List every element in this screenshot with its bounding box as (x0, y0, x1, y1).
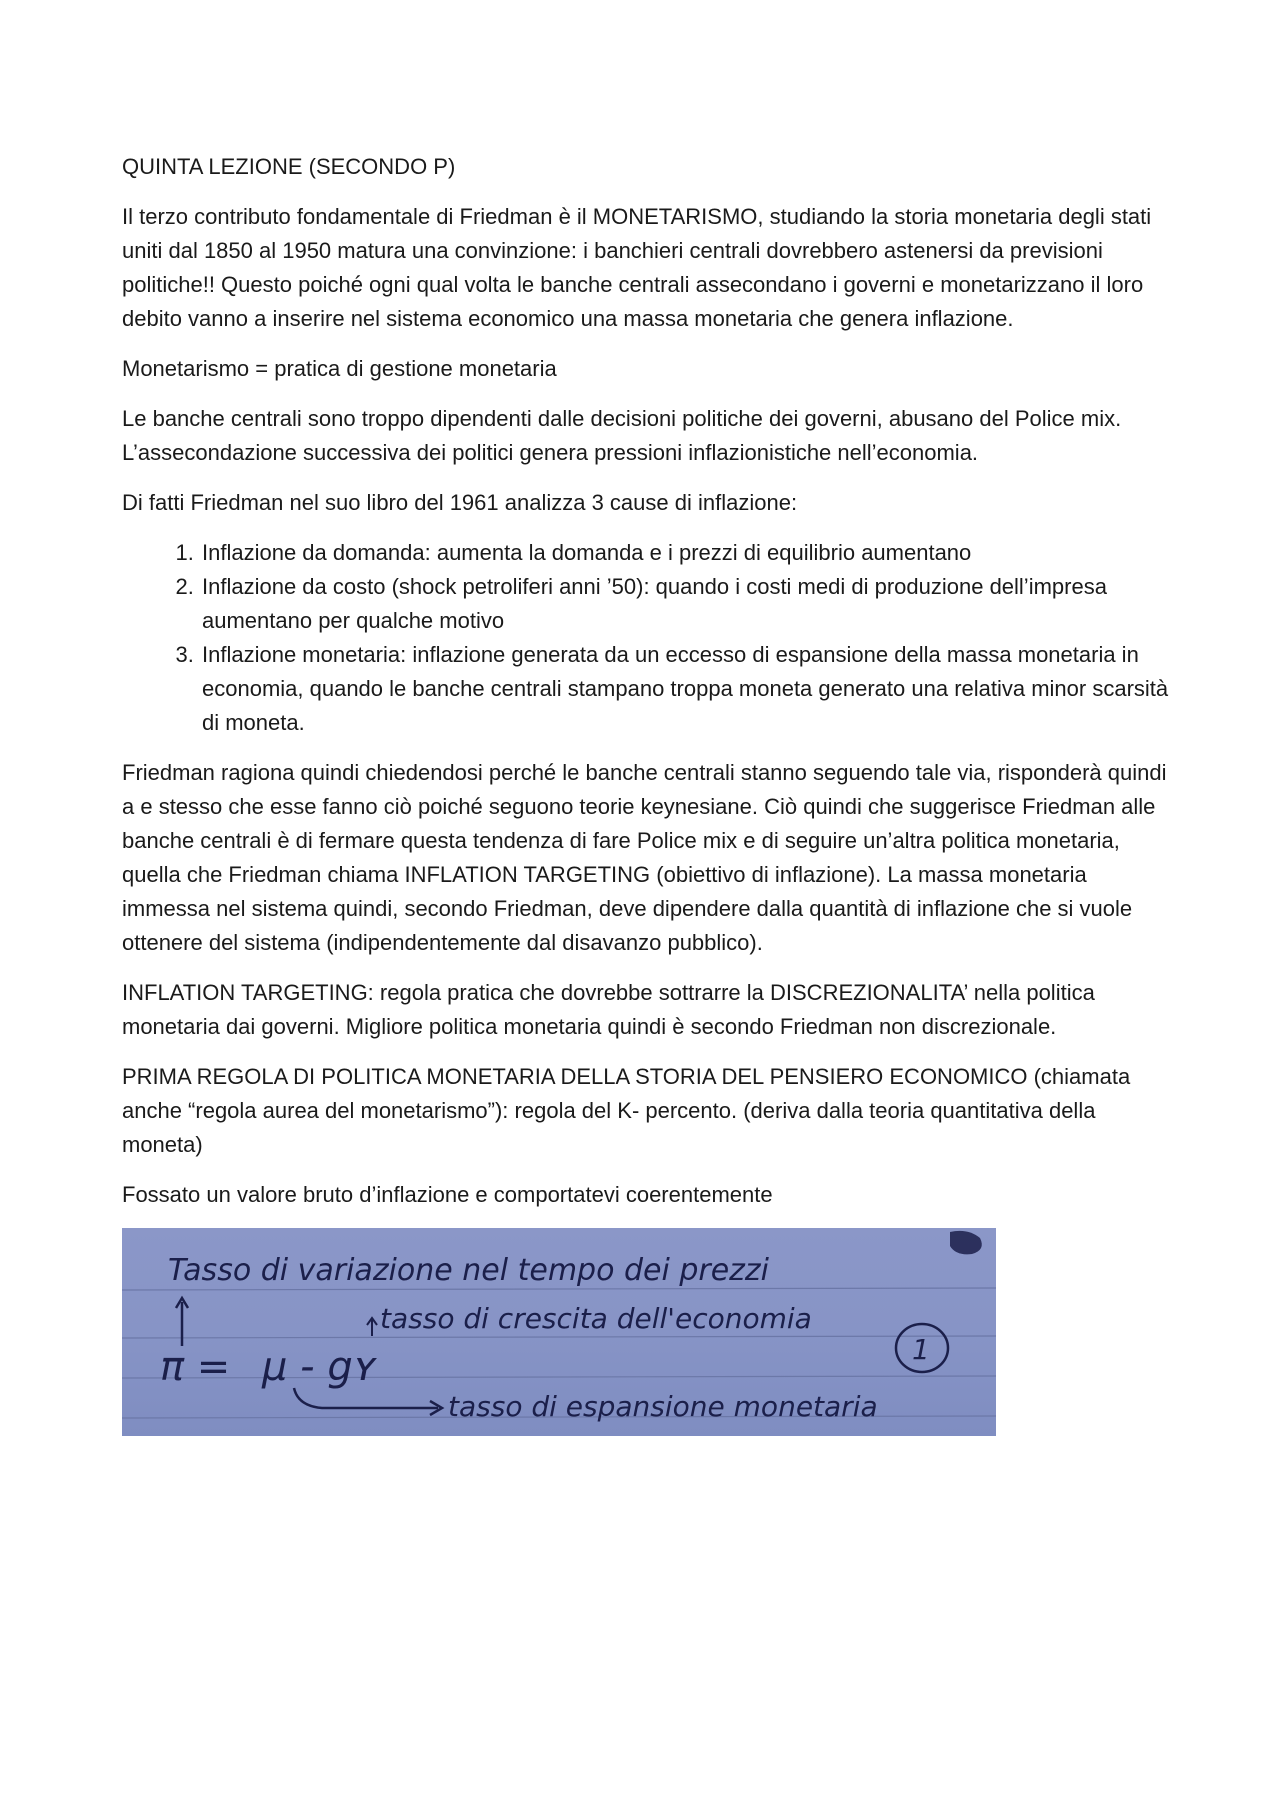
lesson-title: QUINTA LEZIONE (SECONDO P) (122, 154, 456, 179)
document-page (122, 150, 1172, 1436)
inflation-causes-list (122, 536, 1172, 740)
list-item: 3. Inflazione monetaria: inflazione generata da un eccesso di espansione della massa monetaria in economia, quando le banche centrali stampano troppa moneta generato una relativa minor scarsità di moneta. (200, 638, 1172, 740)
paragraph-inflation-causes-intro: Di fatti Friedman nel suo libro del 1961 analizza 3 cause di inflazione: (122, 490, 798, 515)
paragraph-inflation-targeting-definition: INFLATION TARGETING: regola pratica che dovrebbe sottrarre la DISCREZIONALITA’ nella politica monetaria dai governi. Migliore politica monetaria quindi è secondo Friedman non discrezionale. (122, 980, 1095, 1039)
handwritten-line-monetary-expansion: tasso di espansione monetaria (448, 1390, 878, 1423)
paragraph-central-banks: Le banche centrali sono troppo dipendenti dalle decisioni politiche dei governi, abusano del Police mix. L’assecondazione successiva dei politici genera pressioni inflazionistiche nell’economia. (122, 406, 1122, 465)
paragraph-fixed-inflation: Fossato un valore bruto d’inflazione e comportatevi coerentemente (122, 1182, 773, 1207)
handwritten-circle-number: 1 (912, 1333, 930, 1366)
handwritten-line-growth: tasso di crescita dell'economia (380, 1302, 812, 1335)
paragraph-monetarismo-intro: Il terzo contributo fondamentale di Friedman è il MONETARISMO, studiando la storia monetaria degli stati uniti dal 1850 al 1950 matura una convinzione: i banchieri centrali dovrebbero astenersi da previsioni politiche!! Questo poiché ogni qual volta le banche centrali assecondano i governi e monetarizzano il loro debito vanno a inserire nel sistema economico una massa monetaria che genera inflazione. (122, 204, 1152, 331)
handwritten-formula-left: π = (160, 1344, 231, 1390)
handwritten-formula-right: μ - gʏ (262, 1344, 378, 1390)
list-item: 1. Inflazione da domanda: aumenta la domanda e i prezzi di equilibrio aumentano (200, 536, 1172, 570)
list-item: 2. Inflazione da costo (shock petroliferi anni ’50): quando i costi medi di produzione dell’impresa aumentano per qualche motivo (200, 570, 1172, 638)
handwritten-note-drawing (122, 1228, 996, 1436)
paragraph-inflation-targeting-reasoning: Friedman ragiona quindi chiedendosi perché le banche centrali stanno seguendo tale via, risponderà quindi a e stesso che esse fanno ciò poiché seguono teorie keynesiane. Ciò quindi che suggerisce Friedman alle banche centrali è di fermare questa tendenza di fare Police mix e di seguire un’altra politica monetaria, quella che Friedman chiama INFLATION TARGETING (obiettivo di inflazione). La massa monetaria immessa nel sistema quindi, secondo Friedman, deve dipendere dalla quantità di inflazione che si vuole ottenere del sistema (indipendentemente dal disavanzo pubblico). (122, 760, 1167, 955)
handwritten-formula-image (122, 1228, 996, 1436)
paragraph-k-percent-rule: PRIMA REGOLA DI POLITICA MONETARIA DELLA STORIA DEL PENSIERO ECONOMICO (chiamata anche “regola aurea del monetarismo”): regola del K- percento. (deriva dalla teoria quantitativa della moneta) (122, 1064, 1131, 1157)
paragraph-monetarismo-definition: Monetarismo = pratica di gestione monetaria (122, 356, 557, 381)
handwritten-line-prices: Tasso di variazione nel tempo dei prezzi (168, 1253, 770, 1288)
